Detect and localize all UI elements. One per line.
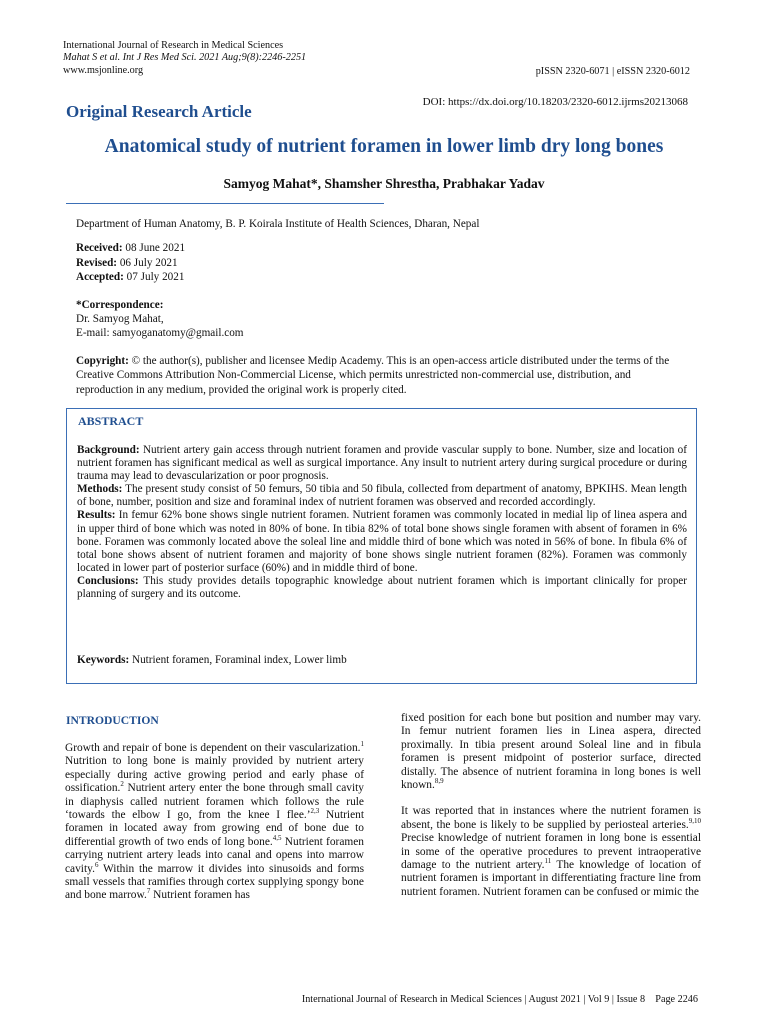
article-type: Original Research Article [66,102,252,121]
accepted-date: Accepted: 07 July 2021 [76,271,185,284]
doi: DOI: https://dx.doi.org/10.18203/2320-6012.ijrms20213068 [422,96,688,108]
dates [76,241,185,285]
issn: pISSN 2320-6071 | eISSN 2320-6012 [535,66,690,77]
correspondence [76,298,244,340]
citation: Mahat S et al. Int J Res Med Sci. 2021 Aug;9(8):2246-2251 [63,52,307,64]
copyright: Copyright: © the author(s), publisher and licensee Medip Academy. This is an open-access article distributed under the terms of the Creative Commons Attribution Non-Commercial License, which permits unrestricted non-commercial use, distribution, and reproduction in any medium, provided the original work is properly cited. [76,355,670,396]
abstract-body [77,444,687,601]
journal-name: International Journal of Research in Medical Sciences [63,40,284,51]
correspondence-name: Dr. Samyog Mahat, [76,313,164,325]
introduction-heading: INTRODUCTION [66,714,159,727]
correspondence-label: *Correspondence: [76,299,164,311]
journal-website: www.msjonline.org [63,64,144,76]
keywords: Keywords: Nutrient foramen, Foraminal index, Lower limb [77,654,347,666]
abstract-results: Results: In femur 62% bone shows single nutrient foramen. Nutrient foramen was commonly located in medial lip of linea aspera and in upper third of bone which was noted in 80% of bone. In tibia 82% of total bone shows single foramen with absent of foramen in 6% bone. Foramen was commonly located above the soleal line and middle third of bone which was noted in 56% of bone. In fibula 6% of total bone shows absent of nutrient foramen and majority of bone shows single nutrient foramen (82%). Foramen was commonly located in lower part of posterior surface (60%) and in middle third of bone. [77,509,687,574]
intro-paragraph-1-cont: fixed position for each bone but position and number may vary. In femur nutrient foramen lies in Linea aspera, directed proximally. In tibia present around Soleal line and in fibula foramen is present midpoint of posterior surface, directed distally. The absence of nutrient foramina in long bones is well known.$^{8,9}$ [401,712,701,792]
intro-paragraph-2: It was reported that in instances where the nutrient foramen is absent, the bone is likely to be supplied by periosteal arteries.$^{9,10}$ Precise knowledge of nutrient foramen in long bone is essential in some of the operative procedures to prevent intraoperative damage to the nutrient artery.$^{11}$ The knowledge of location of nutrient foramen is important in differentiating fracture line from nutrient foramen. Nutrient foramen can be confused or mimic the [401,805,702,898]
abstract-methods: Methods: The present study consist of 50 femurs, 50 tibia and 50 fibula, collected from department of anatomy, BPKIHS. Mean length of bone, number, position and size and foraminal index of nutrient foramen was observed and recorded accordingly. [77,483,687,509]
article-title: Anatomical study of nutrient foramen in lower limb dry long bones [104,136,664,157]
intro-paragraph-1: Growth and repair of bone is dependent on their vascularization.$^1$ Nutrition to long bone is mainly provided by nutrient artery especially during active growing period and early phase of ossification.$^2$ Nutrient artery enter the bone through small cavity in diaphysis called nutrient foramen which follows the rule ‘towards the elbow I go, from the knee I flee.’$^{2,3}$ Nutrient foramen in located away from growing end of bone due to differential growth of two ends of long bone.$^{4,5}$ Nutrient foramen carrying nutrient artery leads into canal and opens into marrow cavity.$^6$ Within the marrow it divides into sinusoids and forms small vessels that ramifies through cortex supplying spongy bone and bone marrow.$^7$ Nutrient foramen has [65,740,364,902]
journal-header [63,40,306,77]
abstract-heading: ABSTRACT [78,414,144,428]
intro-right-column [401,712,701,899]
page-footer: International Journal of Research in Medical Sciences | August 2021 | Vol 9 | Issue 8 Page 2246 [301,994,698,1005]
correspondence-email: E-mail: samyoganatomy@gmail.com [76,327,244,339]
abstract-background: Background: Nutrient artery gain access through nutrient foramen and provide vascular supply to bone. Number, size and location of nutrient foramen has significant medical as well as surgical importance. Any insult to nutrient artery during surgical procedure or during trauma may lead to devascularization or poor prognosis. [77,444,687,483]
affiliation: Department of Human Anatomy, B. P. Koirala Institute of Health Sciences, Dharan, Nepal [76,218,480,230]
received-date: Received: 08 June 2021 [76,242,186,254]
intro-left-column [65,742,364,903]
authors: Samyog Mahat*, Shamsher Shrestha, Prabhakar Yadav [223,176,545,191]
divider [66,203,384,204]
abstract-conclusions: Conclusions: This study provides details topographic knowledge about nutrient foramen which is important clinically for proper planning of surgery and its outcome. [77,574,687,601]
revised-date: Revised: 06 July 2021 [76,256,178,269]
